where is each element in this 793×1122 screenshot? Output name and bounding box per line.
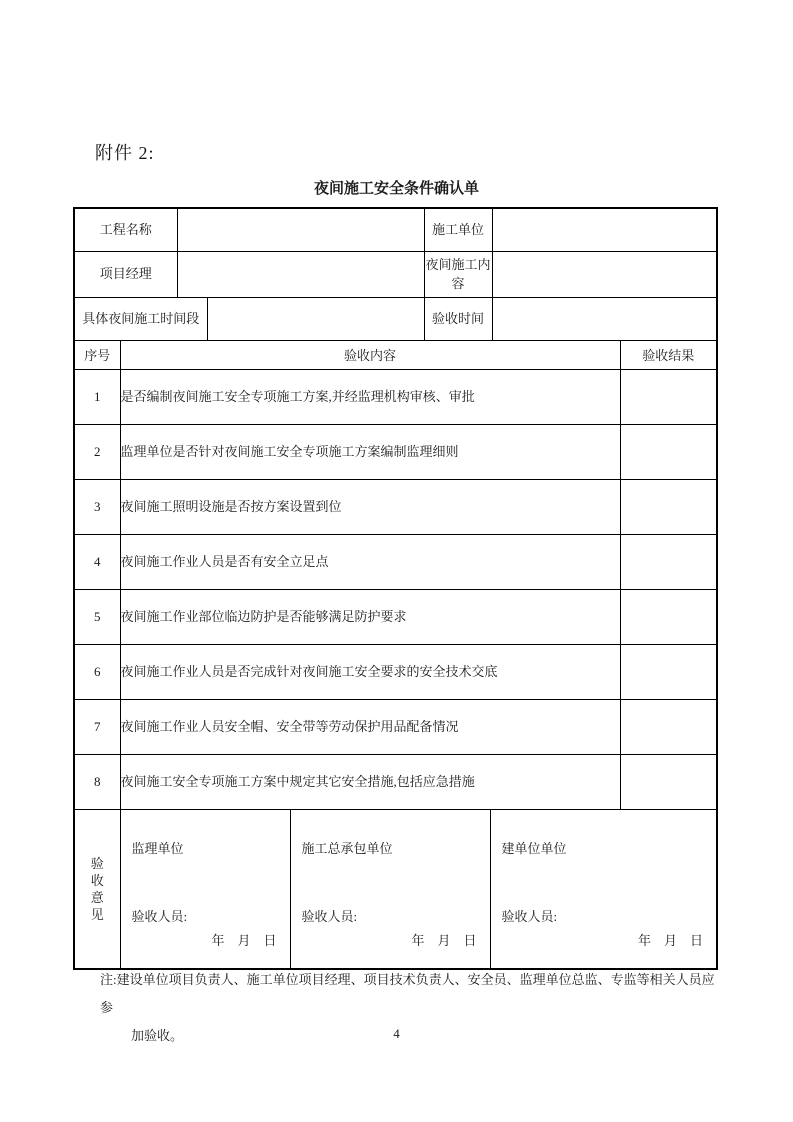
row-result-cell [620, 479, 716, 534]
checklist-row-1 [75, 369, 716, 424]
checklist-header-row [75, 341, 716, 369]
row-no: 6 [75, 644, 120, 699]
acceptance-time-value [492, 298, 716, 341]
page-number: 4 [393, 1026, 400, 1041]
attachment-label: 附件 2: [95, 143, 155, 163]
row-result-cell [620, 699, 716, 754]
checklist-row-3 [75, 479, 716, 534]
general-contractor-block [290, 810, 490, 968]
row-no: 1 [75, 369, 120, 424]
checklist-row-8 [75, 754, 716, 809]
owner-date-label: 年 月 日 [637, 932, 703, 948]
row-result-cell [620, 754, 716, 809]
night-work-period-label: 具体夜间施工时间段 [75, 298, 207, 341]
checklist-row-6 [75, 644, 716, 699]
header-result: 验收结果 [620, 341, 716, 369]
row-no: 7 [75, 699, 120, 754]
info-row-manager [75, 251, 716, 297]
row-content: 夜间施工作业人员是否有安全立足点 [120, 534, 620, 589]
row-no: 4 [75, 534, 120, 589]
opinion-label-cell [75, 810, 120, 968]
checklist-row-4 [75, 534, 716, 589]
row-content: 夜间施工安全专项施工方案中规定其它安全措施,包括应急措施 [120, 754, 620, 809]
row-content: 夜间施工照明设施是否按方案设置到位 [120, 479, 620, 534]
row-no: 5 [75, 589, 120, 644]
checklist-row-7 [75, 699, 716, 754]
row-content: 夜间施工作业人员安全帽、安全带等劳动保护用品配备情况 [120, 699, 620, 754]
info-row-period [75, 298, 716, 341]
opinion-label: 验收意见 [90, 855, 104, 922]
doc-title: 夜间施工安全条件确认单 [313, 180, 479, 197]
project-name-label: 工程名称 [75, 209, 177, 251]
night-work-content-value [492, 251, 716, 297]
opinion-section [75, 810, 716, 968]
header-no: 序号 [75, 341, 120, 369]
row-no: 8 [75, 754, 120, 809]
supervision-staff-label: 验收人员: [131, 908, 188, 924]
project-manager-value [177, 251, 424, 297]
row-content: 夜间施工作业人员是否完成针对夜间施工安全要求的安全技术交底 [120, 644, 620, 699]
header-content: 验收内容 [120, 341, 620, 369]
night-work-period-value [207, 298, 424, 341]
opinion-row [75, 810, 716, 968]
row-result-cell [620, 534, 716, 589]
night-work-content-label: 夜间施工内容 [424, 251, 492, 297]
checklist-row-5 [75, 589, 716, 644]
note-line-2: 加验收。 [131, 1028, 184, 1043]
row-result-cell [620, 424, 716, 479]
row-content: 夜间施工作业部位临边防护是否能够满足防护要求 [120, 589, 620, 644]
owner-unit-label: 建单位单位 [501, 840, 567, 856]
supervision-unit-block [120, 810, 290, 968]
note-line-1: 注:建设单位项目负责人、施工单位项目经理、项目技术负责人、安全员、监理单位总监、专监等相关人员应参 [100, 972, 715, 1015]
general-contractor-date-label: 年 月 日 [411, 932, 477, 948]
checklist-row-2 [75, 424, 716, 479]
row-content: 是否编制夜间施工安全专项施工方案,并经监理机构审核、审批 [120, 369, 620, 424]
construction-unit-value [492, 209, 716, 251]
supervision-unit-label: 监理单位 [131, 840, 184, 856]
construction-unit-label: 施工单位 [424, 209, 492, 251]
row-result-cell [620, 369, 716, 424]
supervision-date-label: 年 月 日 [211, 932, 277, 948]
checklist-section [75, 341, 716, 810]
general-contractor-staff-label: 验收人员: [301, 908, 358, 924]
project-name-value [177, 209, 424, 251]
confirmation-form-table [73, 207, 718, 970]
info-section [75, 209, 716, 298]
owner-staff-label: 验收人员: [501, 908, 558, 924]
row-no: 3 [75, 479, 120, 534]
general-contractor-unit-label: 施工总承包单位 [301, 840, 393, 856]
row-result-cell [620, 589, 716, 644]
owner-unit-block [490, 810, 716, 968]
info-row-project [75, 209, 716, 251]
row-result-cell [620, 644, 716, 699]
acceptance-time-label: 验收时间 [424, 298, 492, 341]
info-section-period [75, 298, 716, 342]
row-content: 监理单位是否针对夜间施工安全专项施工方案编制监理细则 [120, 424, 620, 479]
project-manager-label: 项目经理 [75, 251, 177, 297]
row-no: 2 [75, 424, 120, 479]
